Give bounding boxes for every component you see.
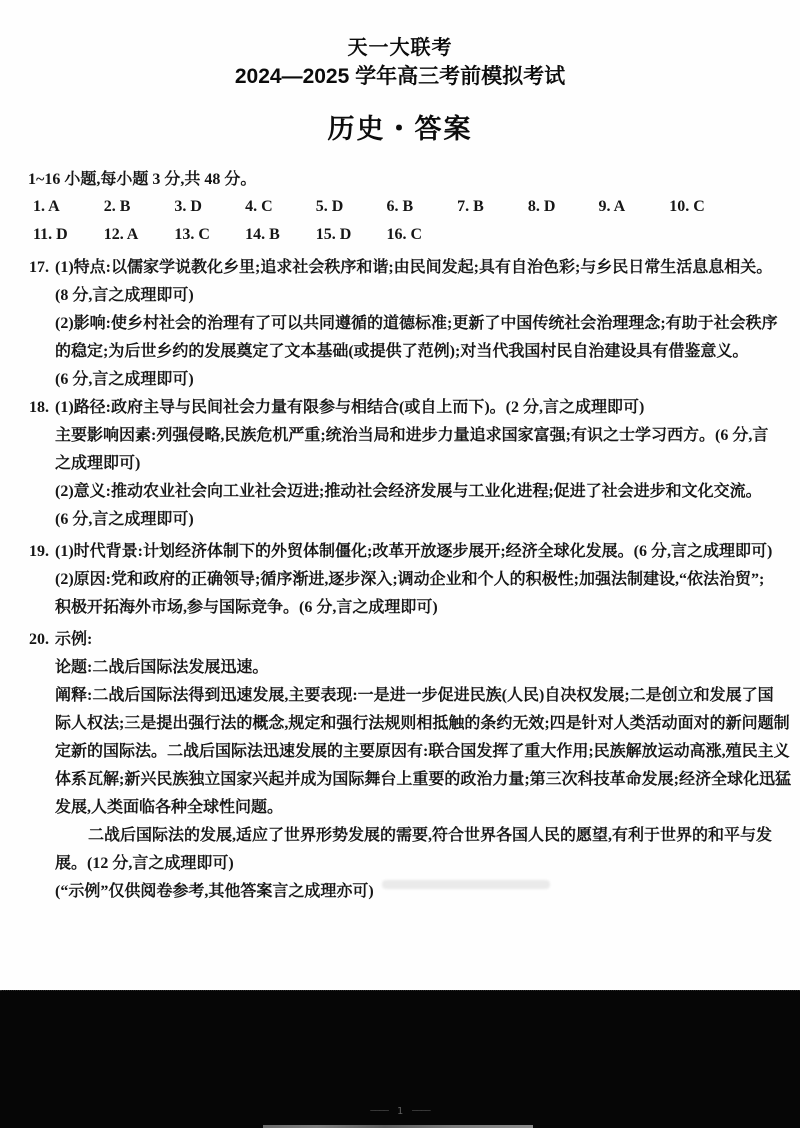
answer-line: 论题:二战后国际法发展迅速。 xyxy=(55,659,269,676)
bottom-scan-band xyxy=(0,990,800,1129)
answer-item-14: 14. B xyxy=(245,226,280,243)
answer-line: (8 分,言之成理即可) xyxy=(55,287,194,304)
answer-line: 阐释:二战后国际法得到迅速发展,主要表现:一是进一步促进民族(人民)自决权发展;二是创立和发展了国 xyxy=(55,687,774,704)
answer-line: (6 分,言之成理即可) xyxy=(55,371,194,388)
question-20-answer xyxy=(29,626,791,906)
question-19-answer xyxy=(29,538,773,622)
answer-line: 定新的国际法。二战后国际法迅速发展的主要原因有:联合国发挥了重大作用;民族解放运动高涨,殖民主义 xyxy=(55,743,790,760)
answer-item-3: 3. D xyxy=(174,198,202,215)
answer-line: (6 分,言之成理即可) xyxy=(55,511,194,528)
answer-item-13: 13. C xyxy=(174,226,210,243)
answer-line: 的稳定;为后世乡约的发展奠定了文本基础(或提供了范例);对当代我国村民自治建设具有借鉴意义。 xyxy=(55,343,749,360)
answer-item-9: 9. A xyxy=(598,198,626,215)
question-number-18: 18. xyxy=(29,399,49,416)
answer-line: 际人权法;三是提出强行法的概念,规定和强行法规则相抵触的条约无效;四是针对人类活动面对的新问题制 xyxy=(55,715,790,732)
answer-item-2: 2. B xyxy=(103,198,131,215)
scan-smudge xyxy=(382,880,550,889)
answer-item-6: 6. B xyxy=(386,198,414,215)
page-marker-dash-right: ———— xyxy=(412,1106,430,1116)
answer-item-16: 16. C xyxy=(386,226,422,243)
answer-item-5: 5. D xyxy=(315,198,344,215)
answer-item-12: 12. A xyxy=(103,226,139,243)
question-18-answer xyxy=(29,394,769,534)
answer-line: 发展,人类面临各种全球性问题。 xyxy=(55,799,284,816)
exam-brand: 天一大联考 xyxy=(347,37,453,59)
answer-line: (1)特点:以儒家学说教化乡里;追求社会秩序和谐;由民间发起;具有自治色彩;与乡民日常生活息息相关。 xyxy=(55,259,773,276)
answer-line: 示例: xyxy=(55,631,93,648)
answer-line: (1)路径:政府主导与民间社会力量有限参与相结合(或自上而下)。(2 分,言之成理即可) xyxy=(55,399,645,416)
mcq-answer-row-1 xyxy=(33,193,705,221)
mcq-scoring-note: 1~16 小题,每小题 3 分,共 48 分。 xyxy=(28,171,257,188)
answer-line: 主要影响因素:列强侵略,民族危机严重;统治当局和进步力量追求国家富强;有识之士学习西方。(6 分,言 xyxy=(55,427,769,444)
answer-item-11: 11. D xyxy=(33,226,68,243)
answer-line: 之成理即可) xyxy=(55,455,141,472)
page-marker xyxy=(0,1107,800,1116)
mcq-answer-row-2 xyxy=(33,221,422,249)
subject-answer-title: 历史・答案 xyxy=(327,114,473,144)
answer-item-8: 8. D xyxy=(527,198,556,215)
answer-line: 二战后国际法的发展,适应了世界形势发展的需要,符合世界各国人民的愿望,有利于世界的和平与发 xyxy=(88,827,773,844)
answer-line: (2)意义:推动农业社会向工业社会迈进;推动社会经济发展与工业化进程;促进了社会进步和文化交流。 xyxy=(55,483,762,500)
exam-session-title: 2024—2025 学年高三考前模拟考试 xyxy=(234,65,566,88)
question-number-17: 17. xyxy=(29,259,49,276)
answer-line: (“示例”仅供阅卷参考,其他答案言之成理亦可) xyxy=(55,883,374,900)
question-number-20: 20. xyxy=(29,631,49,648)
answer-line: 展。(12 分,言之成理即可) xyxy=(55,855,234,872)
question-number-19: 19. xyxy=(29,543,49,560)
answer-line: 体系瓦解;新兴民族独立国家兴起并成为国际舞台上重要的政治力量;第三次科技革命发展;经济全球化迅猛 xyxy=(55,771,791,788)
answer-line: (2)影响:使乡村社会的治理有了可以共同遵循的道德标准;更新了中国传统社会治理理念;有助于社会秩序 xyxy=(55,315,778,332)
page-number: 1 xyxy=(396,1106,404,1117)
answer-item-15: 15. D xyxy=(315,226,352,243)
question-17-answer xyxy=(29,254,778,394)
answer-item-1: 1. A xyxy=(33,198,60,215)
answer-line: 积极开拓海外市场,参与国际竞争。(6 分,言之成理即可) xyxy=(55,599,438,616)
answer-item-4: 4. C xyxy=(245,198,273,215)
page-marker-dash-left: ———— xyxy=(370,1106,388,1116)
answer-line: (2)原因:党和政府的正确领导;循序渐进,逐步深入;调动企业和个人的积极性;加强法制建设,“依法治贸”; xyxy=(55,571,765,588)
answer-item-7: 7. B xyxy=(457,198,484,215)
answer-line: (1)时代背景:计划经济体制下的外贸体制僵化;改革开放逐步展开;经济全球化发展。(6 分,言之成理即可) xyxy=(55,543,773,560)
answer-item-10: 10. C xyxy=(669,198,705,215)
